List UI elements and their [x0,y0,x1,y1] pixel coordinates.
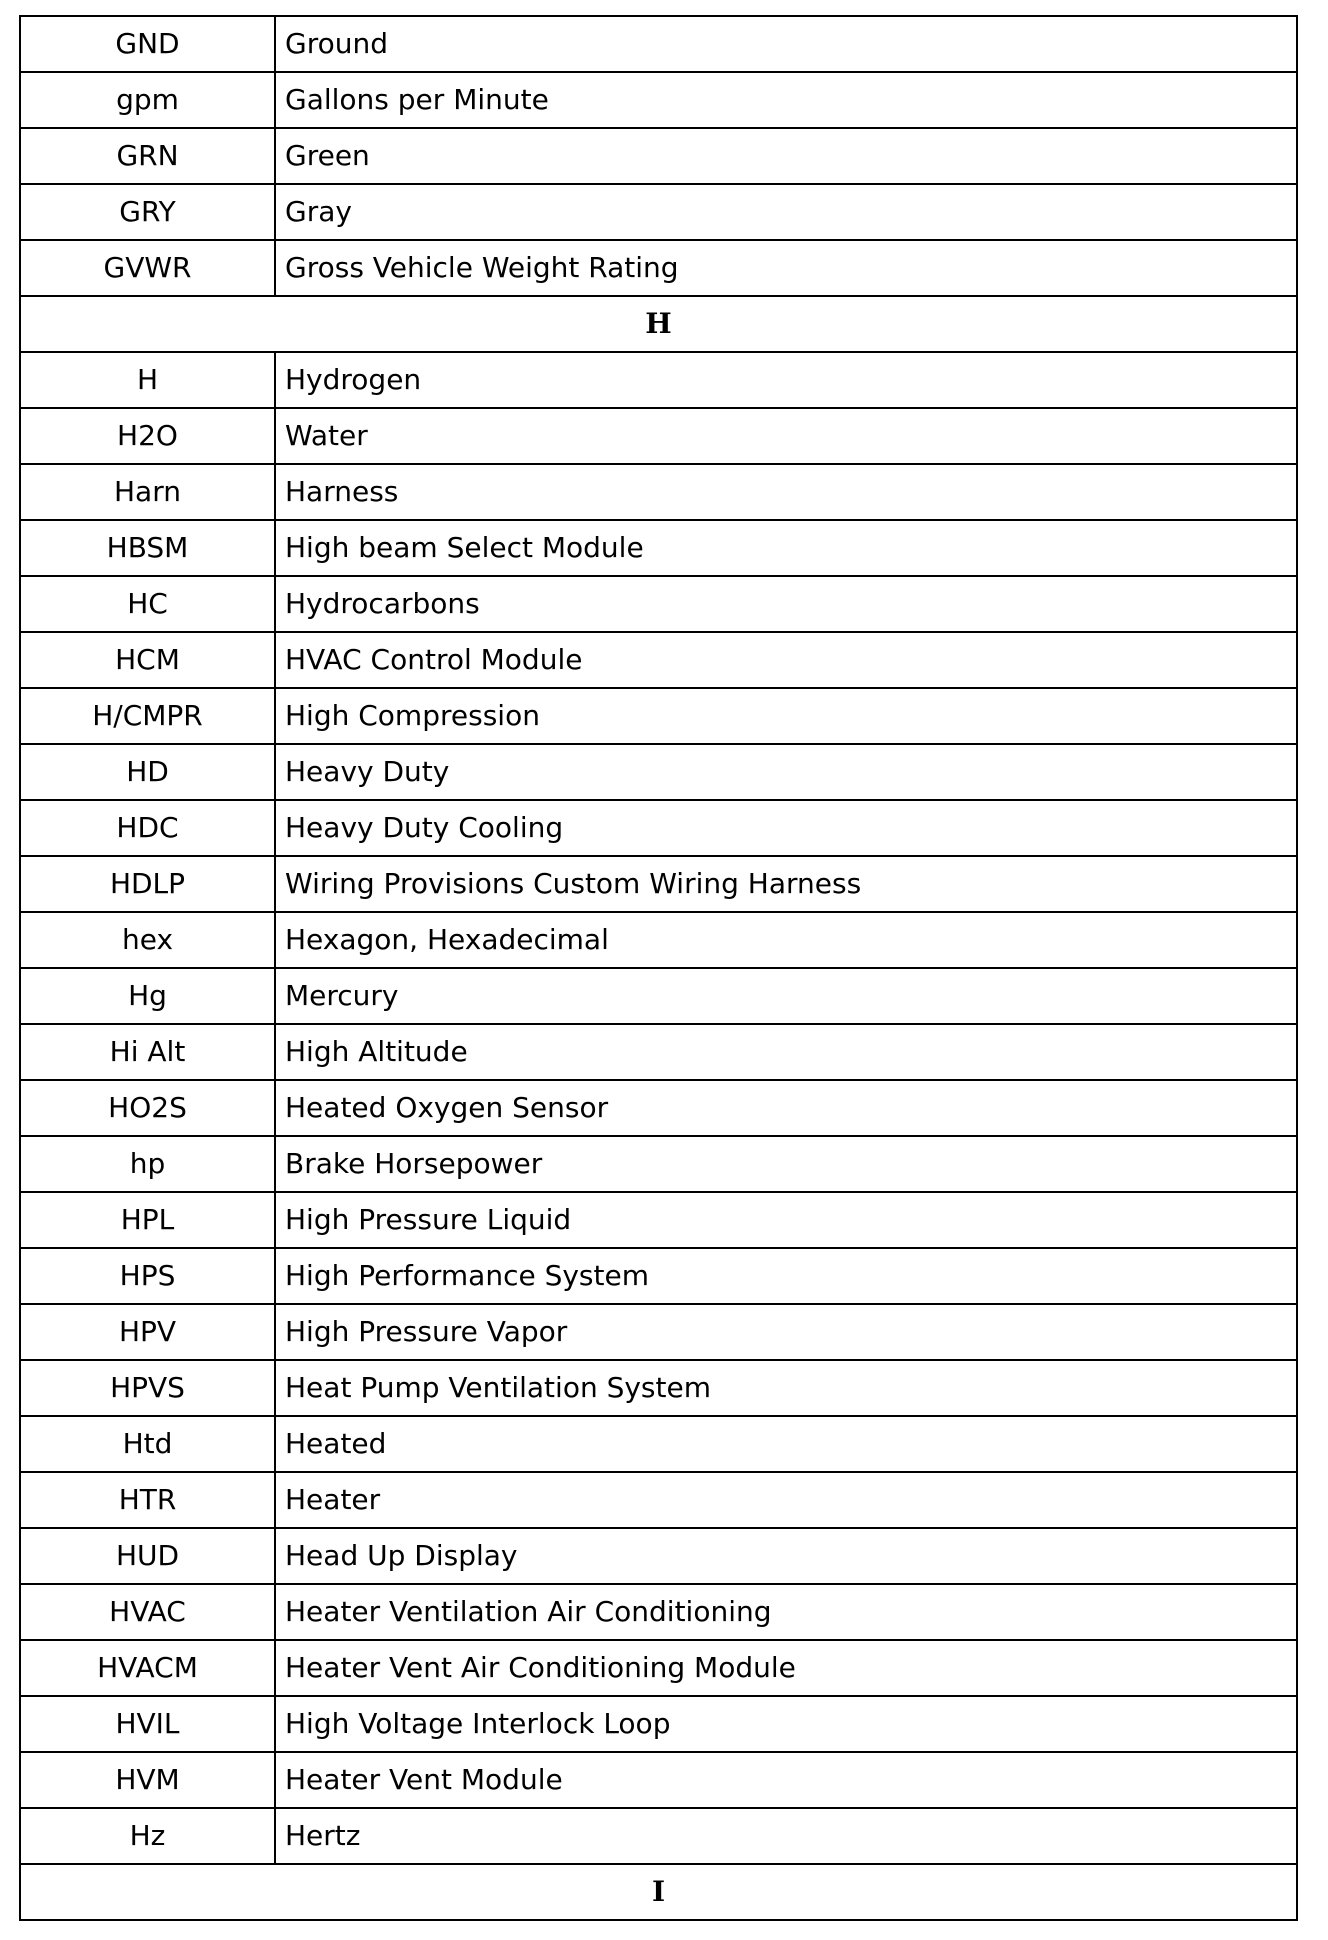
table-row [20,1584,1297,1640]
table-row [20,1808,1297,1864]
abbreviation-cell: Hz [20,1808,275,1864]
abbreviation-cell: HDLP [20,856,275,912]
table-row [20,1024,1297,1080]
meaning-cell: High Altitude [275,1024,1297,1080]
abbreviation-cell: HBSM [20,520,275,576]
meaning-cell: Heater [275,1472,1297,1528]
meaning-cell: Heated Oxygen Sensor [275,1080,1297,1136]
table-row [20,1640,1297,1696]
table-row [20,632,1297,688]
table-row [20,1136,1297,1192]
abbreviation-cell: HVACM [20,1640,275,1696]
abbreviation-cell: HDC [20,800,275,856]
abbreviation-cell: Htd [20,1416,275,1472]
abbreviation-cell: HPV [20,1304,275,1360]
table-row [20,1248,1297,1304]
abbreviation-cell: HD [20,744,275,800]
abbreviation-cell: H2O [20,408,275,464]
abbreviation-cell: HPS [20,1248,275,1304]
abbreviation-cell: HUD [20,1528,275,1584]
table-row [20,1696,1297,1752]
meaning-cell: Heat Pump Ventilation System [275,1360,1297,1416]
meaning-cell: Head Up Display [275,1528,1297,1584]
abbreviation-cell: HTR [20,1472,275,1528]
abbreviation-cell: gpm [20,72,275,128]
meaning-cell: Gallons per Minute [275,72,1297,128]
table-row [20,240,1297,296]
meaning-cell: High beam Select Module [275,520,1297,576]
table-row [20,520,1297,576]
table-row [20,1304,1297,1360]
table-row [20,1080,1297,1136]
meaning-cell: Heavy Duty [275,744,1297,800]
abbreviation-cell: Hi Alt [20,1024,275,1080]
meaning-cell: Heater Vent Module [275,1752,1297,1808]
table-row [20,1528,1297,1584]
section-letter: H [20,296,1297,352]
abbreviation-cell: Hg [20,968,275,1024]
section-header-row [20,1864,1297,1920]
table-row [20,912,1297,968]
table-row [20,744,1297,800]
meaning-cell: Hydrogen [275,352,1297,408]
abbreviation-cell: GRN [20,128,275,184]
table-row [20,352,1297,408]
table-row [20,1472,1297,1528]
meaning-cell: High Voltage Interlock Loop [275,1696,1297,1752]
table-row [20,1192,1297,1248]
meaning-cell: Hertz [275,1808,1297,1864]
meaning-cell: High Pressure Vapor [275,1304,1297,1360]
meaning-cell: High Pressure Liquid [275,1192,1297,1248]
meaning-cell: Heater Ventilation Air Conditioning [275,1584,1297,1640]
meaning-cell: Hydrocarbons [275,576,1297,632]
table-row [20,968,1297,1024]
abbreviation-cell: GRY [20,184,275,240]
table-row [20,72,1297,128]
section-letter: I [20,1864,1297,1920]
meaning-cell: Wiring Provisions Custom Wiring Harness [275,856,1297,912]
table-row [20,408,1297,464]
abbreviations-table [19,15,1298,1921]
table-row [20,576,1297,632]
meaning-cell: Heavy Duty Cooling [275,800,1297,856]
table-row [20,128,1297,184]
section-header-row [20,296,1297,352]
abbreviation-cell: HPL [20,1192,275,1248]
abbreviation-cell: HCM [20,632,275,688]
meaning-cell: Gray [275,184,1297,240]
meaning-cell: High Compression [275,688,1297,744]
abbreviation-cell: HVM [20,1752,275,1808]
abbreviation-cell: HVAC [20,1584,275,1640]
meaning-cell: Water [275,408,1297,464]
meaning-cell: Green [275,128,1297,184]
abbreviation-cell: HPVS [20,1360,275,1416]
table-row [20,688,1297,744]
abbreviation-cell: H [20,352,275,408]
meaning-cell: Ground [275,16,1297,72]
table-row [20,1752,1297,1808]
abbreviation-cell: H/CMPR [20,688,275,744]
table-row [20,464,1297,520]
abbreviation-cell: HC [20,576,275,632]
table-row [20,856,1297,912]
abbreviation-cell: GVWR [20,240,275,296]
meaning-cell: Gross Vehicle Weight Rating [275,240,1297,296]
meaning-cell: Heater Vent Air Conditioning Module [275,1640,1297,1696]
table-row [20,1360,1297,1416]
abbreviation-cell: HO2S [20,1080,275,1136]
table-row [20,800,1297,856]
abbreviation-cell: HVIL [20,1696,275,1752]
table-row [20,184,1297,240]
meaning-cell: Mercury [275,968,1297,1024]
meaning-cell: High Performance System [275,1248,1297,1304]
abbreviation-cell: hex [20,912,275,968]
abbreviations-table-body [20,16,1297,1920]
meaning-cell: HVAC Control Module [275,632,1297,688]
abbreviation-cell: GND [20,16,275,72]
meaning-cell: Hexagon, Hexadecimal [275,912,1297,968]
meaning-cell: Brake Horsepower [275,1136,1297,1192]
abbreviation-cell: hp [20,1136,275,1192]
meaning-cell: Heated [275,1416,1297,1472]
meaning-cell: Harness [275,464,1297,520]
table-row [20,16,1297,72]
abbreviation-cell: Harn [20,464,275,520]
table-row [20,1416,1297,1472]
